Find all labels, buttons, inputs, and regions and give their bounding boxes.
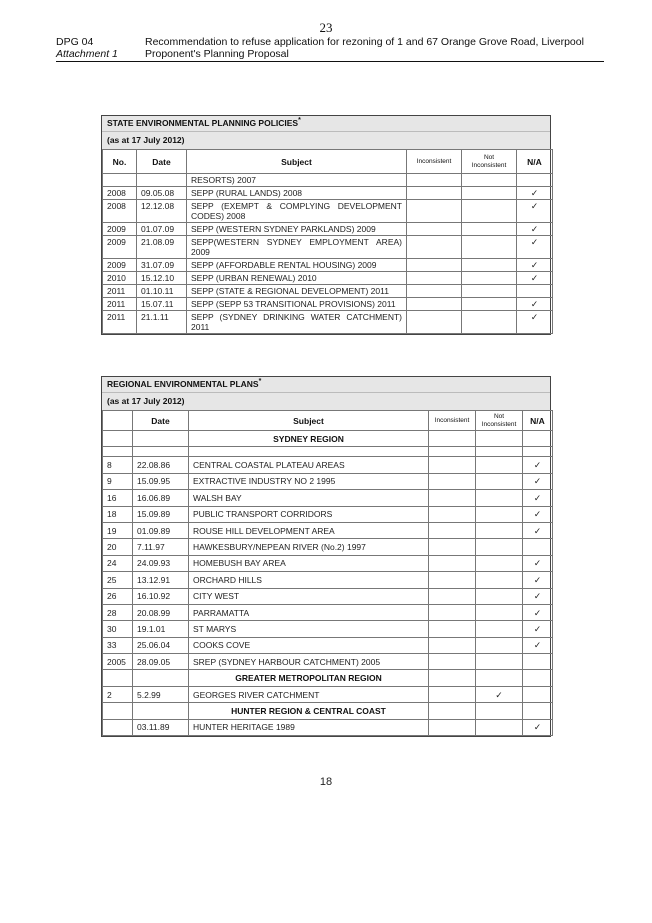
rep-table-title: REGIONAL ENVIRONMENTAL PLANS* <box>102 377 550 392</box>
cell-no: 8 <box>103 457 133 473</box>
cell-no: 25 <box>103 572 133 588</box>
cell-na: ✓ <box>523 490 553 506</box>
cell-date: 15.12.10 <box>137 272 187 285</box>
page-number-bottom: 18 <box>319 776 333 788</box>
table-row <box>103 621 553 637</box>
attachment-label: Attachment 1 <box>56 48 118 60</box>
cell-no: 2011 <box>103 311 137 334</box>
cell-no: 20 <box>103 539 133 555</box>
cell-subject: HAWKESBURY/NEPEAN RIVER (No.2) 1997 <box>189 539 429 555</box>
cell-na: ✓ <box>523 604 553 620</box>
cell-no: 2005 <box>103 654 133 670</box>
col-header-not-inconsistent: Not Inconsistent <box>476 411 523 431</box>
table-row <box>103 259 553 272</box>
cell-no: 9 <box>103 473 133 489</box>
cell-na <box>517 285 553 298</box>
table-row <box>103 311 553 334</box>
table-header-row <box>103 411 553 431</box>
cell-na: ✓ <box>523 588 553 604</box>
cell-not-inconsistent <box>462 272 517 285</box>
table-header-row <box>103 150 553 174</box>
cell-subject: EXTRACTIVE INDUSTRY NO 2 1995 <box>189 473 429 489</box>
cell-subject: SREP (SYDNEY HARBOUR CATCHMENT) 2005 <box>189 654 429 670</box>
table-row <box>103 522 553 538</box>
cell-inconsistent <box>407 223 462 236</box>
cell-na: ✓ <box>523 555 553 571</box>
cell-inconsistent <box>429 522 476 538</box>
cell-subject: SEPP(WESTERN SYDNEY EMPLOYMENT AREA) 2009 <box>187 236 407 259</box>
cell-inconsistent <box>429 473 476 489</box>
rep-table-box <box>101 376 551 737</box>
cell-date: 24.09.93 <box>133 555 189 571</box>
cell-inconsistent <box>407 298 462 311</box>
cell-date: 15.09.95 <box>133 473 189 489</box>
spacer-row <box>103 447 553 457</box>
cell-na: ✓ <box>523 506 553 522</box>
cell-not-inconsistent <box>476 457 523 473</box>
region-heading-greater-metro: GREATER METROPOLITAN REGION <box>189 670 429 686</box>
sepp-table-as-at: (as at 17 July 2012) <box>102 131 550 149</box>
cell-na: ✓ <box>523 473 553 489</box>
cell-no: 30 <box>103 621 133 637</box>
cell-date: 5.2.99 <box>133 686 189 702</box>
cell-not-inconsistent <box>476 522 523 538</box>
col-header-no: No. <box>103 150 137 174</box>
cell-na: ✓ <box>523 522 553 538</box>
cell-inconsistent <box>407 285 462 298</box>
cell-subject: ORCHARD HILLS <box>189 572 429 588</box>
cell-date: 7.11.97 <box>133 539 189 555</box>
col-header-inconsistent: Inconsistent <box>407 150 462 174</box>
cell-not-inconsistent <box>462 223 517 236</box>
cell-subject: CENTRAL COASTAL PLATEAU AREAS <box>189 457 429 473</box>
cell-not-inconsistent <box>476 490 523 506</box>
cell-inconsistent <box>407 236 462 259</box>
col-header-not-inconsistent: Not Inconsistent <box>462 150 517 174</box>
table-row <box>103 555 553 571</box>
table-row <box>103 236 553 259</box>
cell-subject: GEORGES RIVER CATCHMENT <box>189 686 429 702</box>
cell-not-inconsistent <box>476 604 523 620</box>
cell-not-inconsistent <box>462 259 517 272</box>
table-row <box>103 654 553 670</box>
col-header-date: Date <box>137 150 187 174</box>
cell-inconsistent <box>407 259 462 272</box>
cell-subject: SEPP (SYDNEY DRINKING WATER CATCHMENT) 2011 <box>187 311 407 334</box>
rep-table <box>102 410 553 736</box>
cell-not-inconsistent: ✓ <box>476 686 523 702</box>
cell-no: 18 <box>103 506 133 522</box>
table-row <box>103 473 553 489</box>
cell-date: 22.08.86 <box>133 457 189 473</box>
table-row <box>103 223 553 236</box>
cell-date: 28.09.05 <box>133 654 189 670</box>
cell-na: ✓ <box>523 621 553 637</box>
cell-inconsistent <box>407 311 462 334</box>
cell-not-inconsistent <box>476 719 523 735</box>
cell-no: 2008 <box>103 200 137 223</box>
cell-no: 2009 <box>103 259 137 272</box>
col-header-na: N/A <box>523 411 553 431</box>
cell-date: 20.08.99 <box>133 604 189 620</box>
cell-subject: CITY WEST <box>189 588 429 604</box>
cell-not-inconsistent <box>462 236 517 259</box>
col-header-na: N/A <box>517 150 553 174</box>
cell-na: ✓ <box>517 259 553 272</box>
page-number-top: 23 <box>319 20 333 35</box>
cell-subject: RESORTS) 2007 <box>187 174 407 187</box>
cell-na: ✓ <box>517 311 553 334</box>
header-title-line2: Proponent's Planning Proposal <box>145 48 289 60</box>
cell-date: 25.06.04 <box>133 637 189 653</box>
cell-date: 16.06.89 <box>133 490 189 506</box>
cell-not-inconsistent <box>462 187 517 200</box>
table-row <box>103 187 553 200</box>
cell-inconsistent <box>407 272 462 285</box>
cell-subject: SEPP (AFFORDABLE RENTAL HOUSING) 2009 <box>187 259 407 272</box>
cell-no: 16 <box>103 490 133 506</box>
cell-no: 2011 <box>103 285 137 298</box>
cell-no: 2011 <box>103 298 137 311</box>
cell-subject: COOKS COVE <box>189 637 429 653</box>
cell-not-inconsistent <box>476 654 523 670</box>
cell-inconsistent <box>407 187 462 200</box>
cell-subject: SEPP (RURAL LANDS) 2008 <box>187 187 407 200</box>
cell-no: 2008 <box>103 187 137 200</box>
cell-subject: PARRAMATTA <box>189 604 429 620</box>
cell-no: 2009 <box>103 223 137 236</box>
cell-not-inconsistent <box>462 311 517 334</box>
table-row <box>103 719 553 735</box>
sepp-table <box>102 149 553 334</box>
cell-inconsistent <box>429 686 476 702</box>
doc-code: DPG 04 <box>56 36 94 48</box>
table-row <box>103 686 553 702</box>
cell-date: 01.09.89 <box>133 522 189 538</box>
cell-not-inconsistent <box>462 200 517 223</box>
cell-not-inconsistent <box>476 473 523 489</box>
cell-no <box>103 174 137 187</box>
cell-na <box>523 539 553 555</box>
cell-no: 26 <box>103 588 133 604</box>
cell-date: 16.10.92 <box>133 588 189 604</box>
cell-inconsistent <box>429 457 476 473</box>
col-header-no <box>103 411 133 431</box>
cell-na: ✓ <box>523 457 553 473</box>
sepp-table-box <box>101 115 551 335</box>
cell-na: ✓ <box>517 236 553 259</box>
cell-date: 15.09.89 <box>133 506 189 522</box>
table-row <box>103 285 553 298</box>
cell-subject: WALSH BAY <box>189 490 429 506</box>
cell-not-inconsistent <box>476 588 523 604</box>
cell-no: 2 <box>103 686 133 702</box>
cell-date: 01.07.09 <box>137 223 187 236</box>
cell-not-inconsistent <box>476 637 523 653</box>
cell-na <box>523 654 553 670</box>
cell-na: ✓ <box>517 200 553 223</box>
cell-inconsistent <box>407 200 462 223</box>
table-row <box>103 506 553 522</box>
cell-no: 2009 <box>103 236 137 259</box>
cell-subject: HUNTER HERITAGE 1989 <box>189 719 429 735</box>
header-title-line1: Recommendation to refuse application for rezoning of 1 and 67 Orange Grove Road, Liverpool <box>145 36 584 48</box>
cell-na: ✓ <box>523 719 553 735</box>
col-header-subject: Subject <box>189 411 429 431</box>
cell-subject: ROUSE HILL DEVELOPMENT AREA <box>189 522 429 538</box>
cell-not-inconsistent <box>476 539 523 555</box>
table-row <box>103 457 553 473</box>
cell-inconsistent <box>429 654 476 670</box>
region-row <box>103 431 553 447</box>
cell-not-inconsistent <box>462 174 517 187</box>
header-rule <box>56 61 604 62</box>
cell-inconsistent <box>429 588 476 604</box>
cell-inconsistent <box>429 572 476 588</box>
table-row <box>103 604 553 620</box>
table-row <box>103 637 553 653</box>
page-header <box>56 36 604 60</box>
cell-na: ✓ <box>517 223 553 236</box>
cell-date: 01.10.11 <box>137 285 187 298</box>
cell-date: 12.12.08 <box>137 200 187 223</box>
cell-date: 31.07.09 <box>137 259 187 272</box>
cell-na: ✓ <box>517 272 553 285</box>
cell-no: 28 <box>103 604 133 620</box>
cell-date: 21.08.09 <box>137 236 187 259</box>
cell-inconsistent <box>429 719 476 735</box>
cell-na: ✓ <box>517 187 553 200</box>
cell-subject: SEPP (EXEMPT & COMPLYING DEVELOPMENT CODES) 2008 <box>187 200 407 223</box>
col-header-date: Date <box>133 411 189 431</box>
cell-date: 03.11.89 <box>133 719 189 735</box>
table-row <box>103 298 553 311</box>
cell-not-inconsistent <box>476 506 523 522</box>
table-row <box>103 174 553 187</box>
cell-na <box>517 174 553 187</box>
cell-na: ✓ <box>523 572 553 588</box>
cell-no: 19 <box>103 522 133 538</box>
sepp-table-title: STATE ENVIRONMENTAL PLANNING POLICIES* <box>102 116 550 131</box>
region-row <box>103 670 553 686</box>
cell-date: 13.12.91 <box>133 572 189 588</box>
cell-na <box>523 686 553 702</box>
cell-inconsistent <box>429 604 476 620</box>
cell-inconsistent <box>429 555 476 571</box>
cell-subject: PUBLIC TRANSPORT CORRIDORS <box>189 506 429 522</box>
cell-not-inconsistent <box>476 555 523 571</box>
cell-not-inconsistent <box>462 298 517 311</box>
cell-date: 15.07.11 <box>137 298 187 311</box>
cell-no: 33 <box>103 637 133 653</box>
cell-subject: HOMEBUSH BAY AREA <box>189 555 429 571</box>
cell-na: ✓ <box>517 298 553 311</box>
cell-subject: ST MARYS <box>189 621 429 637</box>
table-row <box>103 490 553 506</box>
cell-inconsistent <box>429 539 476 555</box>
cell-no <box>103 719 133 735</box>
cell-date: 21.1.11 <box>137 311 187 334</box>
col-header-inconsistent: Inconsistent <box>429 411 476 431</box>
cell-no: 24 <box>103 555 133 571</box>
region-heading-hunter: HUNTER REGION & CENTRAL COAST <box>189 703 429 719</box>
cell-not-inconsistent <box>476 572 523 588</box>
cell-subject: SEPP (SEPP 53 TRANSITIONAL PROVISIONS) 2011 <box>187 298 407 311</box>
region-row <box>103 703 553 719</box>
cell-subject: SEPP (URBAN RENEWAL) 2010 <box>187 272 407 285</box>
cell-na: ✓ <box>523 637 553 653</box>
cell-inconsistent <box>407 174 462 187</box>
cell-date: 09.05.08 <box>137 187 187 200</box>
cell-date <box>137 174 187 187</box>
cell-not-inconsistent <box>462 285 517 298</box>
region-heading-sydney: SYDNEY REGION <box>189 431 429 447</box>
table-row <box>103 572 553 588</box>
table-row <box>103 539 553 555</box>
cell-inconsistent <box>429 490 476 506</box>
table-row <box>103 200 553 223</box>
rep-table-as-at: (as at 17 July 2012) <box>102 392 550 410</box>
cell-no: 2010 <box>103 272 137 285</box>
cell-subject: SEPP (WESTERN SYDNEY PARKLANDS) 2009 <box>187 223 407 236</box>
table-row <box>103 588 553 604</box>
cell-subject: SEPP (STATE & REGIONAL DEVELOPMENT) 2011 <box>187 285 407 298</box>
col-header-subject: Subject <box>187 150 407 174</box>
cell-not-inconsistent <box>476 621 523 637</box>
cell-date: 19.1.01 <box>133 621 189 637</box>
cell-inconsistent <box>429 637 476 653</box>
table-row <box>103 272 553 285</box>
cell-inconsistent <box>429 621 476 637</box>
cell-inconsistent <box>429 506 476 522</box>
